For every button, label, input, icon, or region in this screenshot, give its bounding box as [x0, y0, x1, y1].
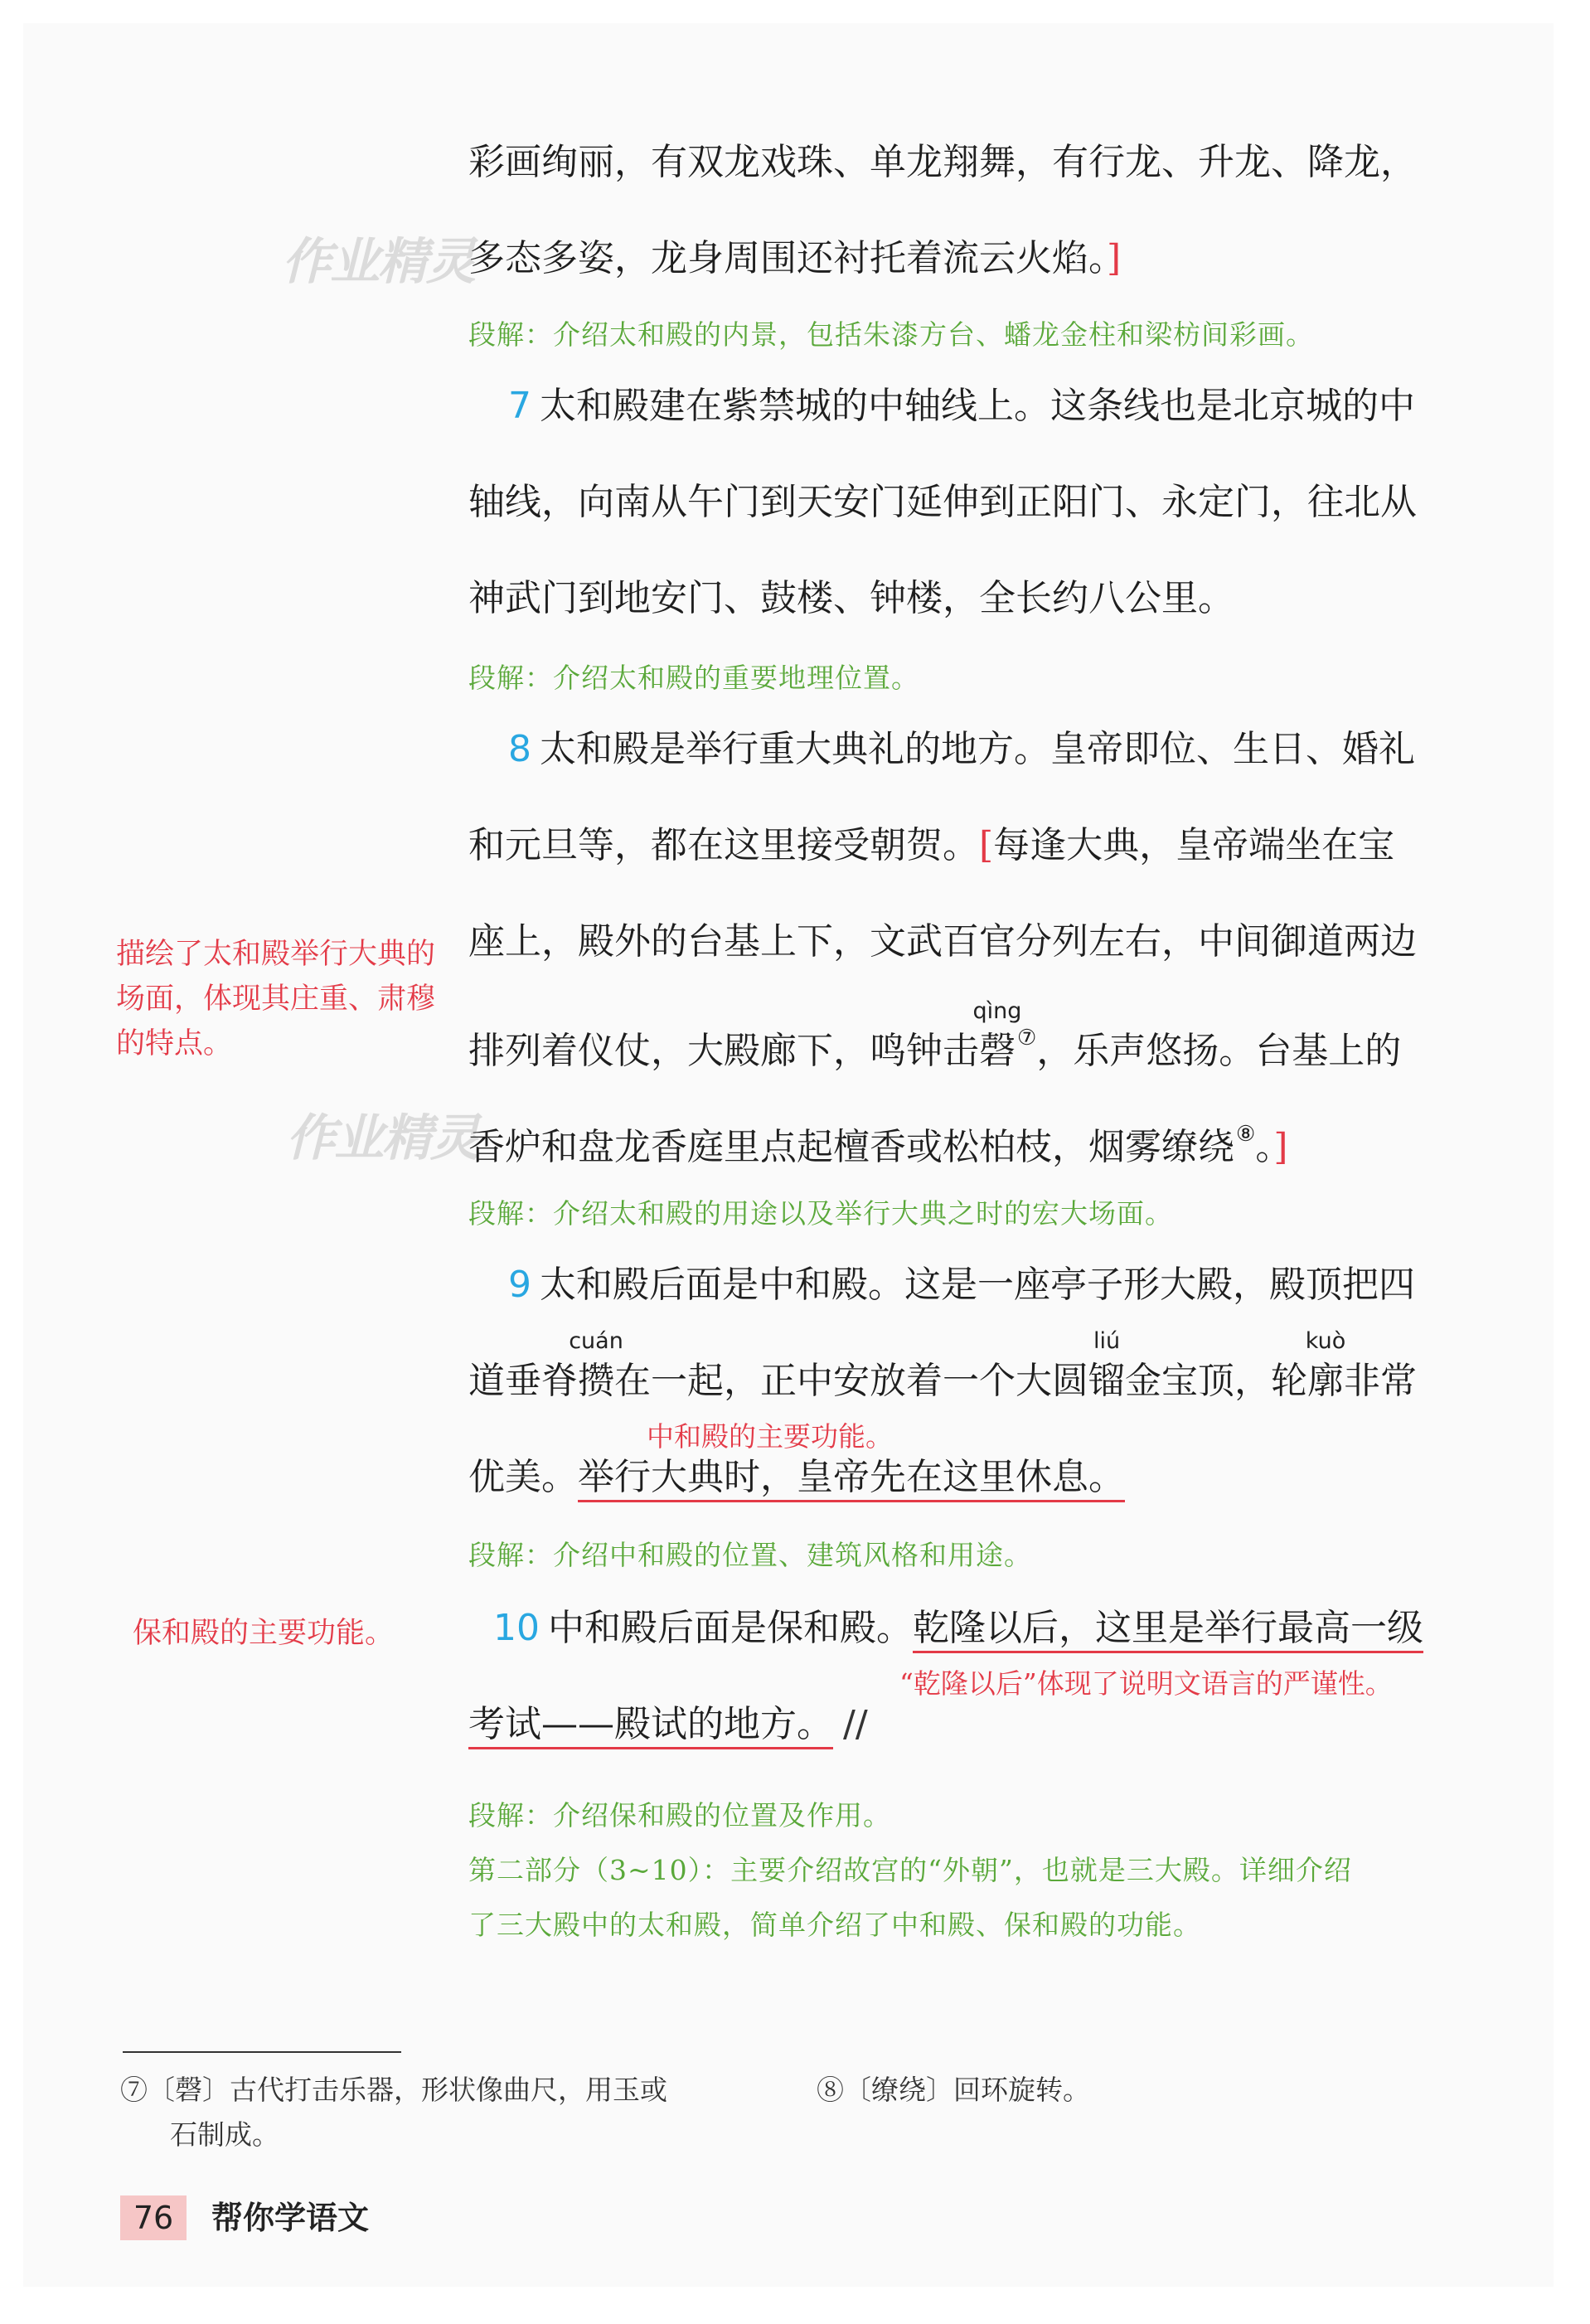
para8-line4: 排列着仪仗，大殿廊下，鸣钟击 qìng 磬⑦，乐声悠扬。台基上的: [468, 1015, 1401, 1075]
paragraph-number: 7: [508, 385, 531, 427]
footnote-ref-7: ⑦: [1017, 1026, 1037, 1050]
para8-line1: 8 太和殿是举行重大典礼的地方。皇帝即位、生日、婚礼: [508, 728, 1415, 770]
para6-line1: 彩画绚丽，有双龙戏珠、单龙翔舞，有行龙、升龙、降龙，: [468, 141, 1417, 183]
duanjie-para7: 段解：介绍太和殿的重要地理位置。: [468, 662, 919, 694]
ruby-kuo: kuò 廓: [1305, 1328, 1346, 1402]
paragraph-number: 10: [493, 1607, 540, 1649]
footnote-7-line2: 石制成。: [170, 2118, 279, 2151]
footnote-7-line1: ⑦〔磬〕古代打击乐器，形状像曲尺，用玉或: [120, 2074, 667, 2106]
side-note-para8: 描绘了太和殿举行大典的场面，体现其庄重、肃穆的特点。: [116, 938, 436, 1060]
book-title: 帮你学语文: [211, 2200, 370, 2236]
para8-line5: 香炉和盘龙香庭里点起檀香或松柏枝，烟雾缭绕⑧。]: [468, 1122, 1288, 1168]
para9-line1: 9 太和殿后面是中和殿。这是一座亭子形大殿，殿顶把四: [508, 1264, 1415, 1306]
footnote-ref-8: ⑧: [1236, 1122, 1256, 1147]
duanjie-para10: 段解：介绍保和殿的位置及作用。: [468, 1799, 891, 1832]
para8-line3: 座上，殿外的台基上下，文武百官分列左右，中间御道两边: [468, 920, 1417, 963]
underlined-sentence: 乾隆以后，这里是举行最高一级: [913, 1607, 1423, 1653]
underlined-sentence: 举行大典时，皇帝先在这里休息。: [578, 1456, 1125, 1502]
para6-line2: 多态多姿，龙身周围还衬托着流云火焰。]: [468, 237, 1122, 279]
para8-line2: 和元旦等，都在这里接受朝贺。[每逢大典，皇帝端坐在宝: [468, 824, 1395, 866]
end-mark: //: [843, 1703, 868, 1745]
duanjie-para6: 段解：介绍太和殿的内景，包括朱漆方台、蟠龙金柱和梁枋间彩画。: [468, 318, 1314, 351]
para9-line2: 道垂脊 cuán 攒在一起，正中安放着一个大圆 liú 镏金宝顶，轮 kuò 廓非常: [468, 1358, 1417, 1405]
main-text-column: [468, 0, 1480, 2056]
part-summary-line2: 了三大殿中的太和殿，简单介绍了中和殿、保和殿的功能。: [468, 1909, 1201, 1941]
annotation-zhonghe-function: 中和殿的主要功能。: [647, 1420, 893, 1453]
watermark-middle: 作业精灵: [286, 1109, 478, 1167]
watermark-top: 作业精灵: [282, 233, 474, 291]
underlined-sentence: 考试——殿试的地方。: [468, 1703, 833, 1749]
paragraph-number: 8: [508, 728, 531, 770]
pinyin-liu: liú: [1093, 1328, 1121, 1354]
para7-line3: 神武门到地安门、鼓楼、钟楼，全长约八公里。: [468, 577, 1234, 619]
annotation-qianlong: “乾隆以后”体现了说明文语言的严谨性。: [899, 1667, 1393, 1700]
ruby-qing: qìng 磬: [972, 998, 1022, 1072]
close-bracket: ]: [1273, 1126, 1288, 1168]
open-bracket: [: [979, 824, 994, 866]
part-summary-line1: 第二部分（3~10）：主要介绍故宫的“外朝”，也就是三大殿。详细介绍: [468, 1854, 1352, 1886]
para10-line1: 10 中和殿后面是保和殿。乾隆以后，这里是举行最高一级: [468, 1605, 1423, 1652]
para7-line2: 轴线，向南从午门到天安门延伸到正阳门、永定门，往北从: [468, 481, 1417, 523]
pinyin-kuo: kuò: [1305, 1328, 1346, 1354]
paragraph-number: 9: [508, 1264, 531, 1306]
duanjie-para8: 段解：介绍太和殿的用途以及举行大典之时的宏大场面。: [468, 1197, 1173, 1230]
footnote-divider: [123, 2051, 401, 2053]
pinyin-cuan: cuán: [569, 1328, 623, 1354]
para7-line1: 7 太和殿建在紫禁城的中轴线上。这条线也是北京城的中: [508, 385, 1415, 427]
pinyin-qing: qìng: [972, 998, 1022, 1024]
footnote-8: ⑧〔缭绕〕回环旋转。: [817, 2074, 1090, 2106]
close-bracket: ]: [1107, 237, 1122, 279]
para10-line2: [468, 1701, 868, 1748]
para9-line3: 优美。举行大典时，皇帝先在这里休息。: [468, 1454, 1125, 1501]
ruby-cuan: cuán 攒: [569, 1328, 623, 1402]
page-number: 76: [120, 2195, 187, 2240]
duanjie-para9: 段解：介绍中和殿的位置、建筑风格和用途。: [468, 1539, 1032, 1571]
ruby-liu: liú 镏: [1088, 1328, 1125, 1402]
side-note-para10: 保和殿的主要功能。: [133, 1617, 395, 1650]
